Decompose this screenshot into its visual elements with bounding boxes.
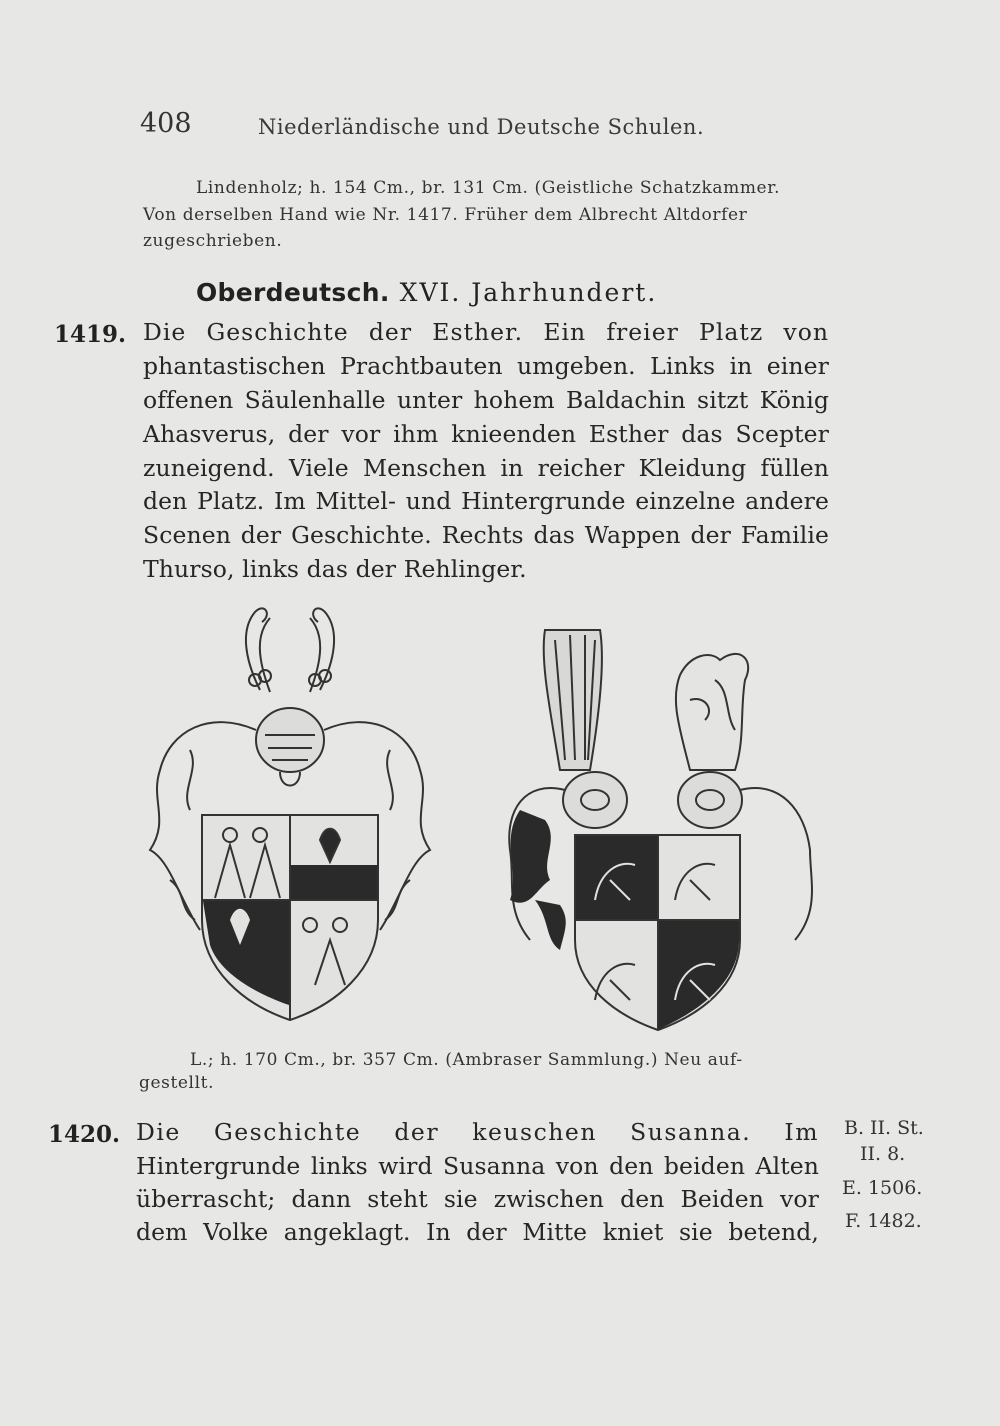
entry-1420-line-1: Die Geschichte der keuschen Susanna. Im [136,1118,819,1146]
prev-note-line-1: Lindenholz; h. 154 Cm., br. 131 Cm. (Geistliche Schatzkammer. [196,178,781,198]
coat-of-arms-left-illustration [130,600,450,1030]
entry-1419-line-1: Die Geschichte der Esther. Ein freier Platz von [143,318,829,346]
side-ref-2: II. 8. [860,1143,906,1165]
entry-1419-line-7: Scenen der Geschichte. Rechts das Wappen der Familie [143,521,829,549]
entry-1419-note-line-1: L.; h. 170 Cm., br. 357 Cm. (Ambraser Sammlung.) Neu auf- [190,1050,743,1070]
entry-1419-line-2: phantastischen Prachtbauten umgeben. Links in einer [143,352,829,380]
side-ref-1: B. II. St. [844,1117,924,1139]
side-ref-3: E. 1506. [842,1177,923,1199]
entry-1419-line-8: Thurso, links das der Rehlinger. [143,555,527,583]
entry-1419-line-4: Ahasverus, der vor ihm knieenden Esther das Scepter [143,420,829,448]
page-number: 408 [140,108,192,139]
section-century: XVI. Jahrhundert. [399,278,658,307]
running-title: Niederländische und Deutsche Schulen. [258,115,705,139]
entry-1420-line-4: dem Volke angeklagt. In der Mitte kniet sie betend, [136,1218,819,1246]
entry-1419-line-6: den Platz. Im Mittel- und Hintergrunde einzelne andere [143,487,829,515]
entry-1419-note-line-2: gestellt. [139,1073,215,1093]
prev-note-line-3: zugeschrieben. [143,231,283,251]
show-through-text [840,320,845,340]
section-heading [196,278,657,307]
entry-1420-line-2: Hintergrunde links wird Susanna von den beiden Alten [136,1152,819,1180]
entry-1419-line-5: zuneigend. Viele Menschen in reicher Kleidung füllen [143,454,829,482]
entry-1419-line-3: offenen Säulenhalle unter hohem Baldachin sitzt König [143,386,829,414]
section-school: Oberdeutsch. [196,278,390,307]
coat-of-arms-right-illustration [490,620,840,1040]
entry-1419-number: 1419. [54,321,127,348]
side-ref-4: F. 1482. [845,1210,922,1232]
entry-1420-line-3: überrascht; dann steht sie zwischen den Beiden vor [136,1185,819,1213]
entry-1420-number: 1420. [48,1121,121,1148]
prev-note-line-2: Von derselben Hand wie Nr. 1417. Früher dem Albrecht Altdorfer [143,205,748,225]
